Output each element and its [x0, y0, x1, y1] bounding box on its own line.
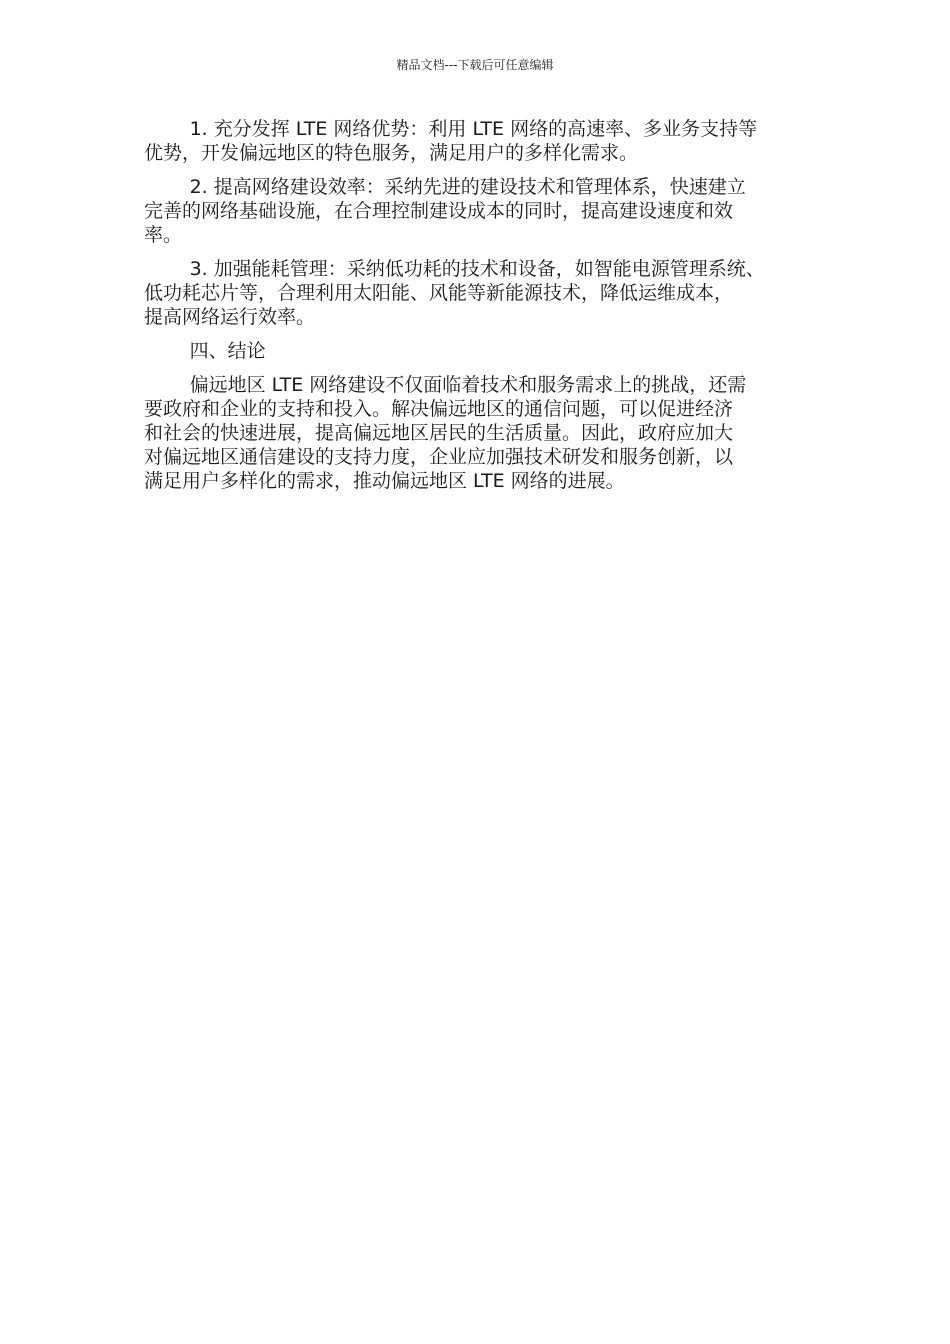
paragraph-line: 低功耗芯片等，合理利用太阳能、风能等新能源技术，降低运维成本，: [144, 282, 734, 304]
paragraph-line: 率。: [144, 224, 183, 246]
document-body: [144, 117, 810, 503]
paragraph-line: 完善的网络基础设施，在合理控制建设成本的同时，提高建设速度和效: [144, 200, 734, 222]
paragraph-line: 满足用户多样化的需求，推动偏远地区 LTE 网络的进展。: [144, 470, 625, 492]
paragraph-line: 2. 提高网络建设效率：采纳先进的建设技术和管理体系，快速建立: [189, 176, 746, 198]
paragraph-line: 提高网络运行效率。: [144, 306, 316, 328]
paragraph-line: 3. 加强能耗管理：采纳低功耗的技术和设备，如智能电源管理系统、: [189, 258, 765, 280]
paragraph-conclusion: [144, 373, 810, 493]
section-heading-conclusion: [144, 339, 810, 363]
paragraph-3: [144, 257, 810, 329]
paragraph-line: 优势，开发偏远地区的特色服务，满足用户的多样化需求。: [144, 142, 639, 164]
paragraph-line: 偏远地区 LTE 网络建设不仅面临着技术和服务需求上的挑战，还需: [189, 374, 747, 396]
paragraph-line: 要政府和企业的支持和投入。解决偏远地区的通信问题，可以促进经济: [144, 398, 734, 420]
paragraph-line: 和社会的快速进展，提高偏远地区居民的生活质量。因此，政府应加大: [144, 422, 734, 444]
heading-line: 四、结论: [189, 340, 266, 362]
paragraph-2: [144, 175, 810, 247]
page-header: 精品文档---下载后可任意编辑: [396, 58, 554, 72]
paragraph-line: 对偏远地区通信建设的支持力度，企业应加强技术研发和服务创新，以: [144, 446, 734, 468]
paragraph-line: 1. 充分发挥 LTE 网络优势：利用 LTE 网络的高速率、多业务支持等: [189, 118, 758, 140]
paragraph-1: [144, 117, 810, 165]
